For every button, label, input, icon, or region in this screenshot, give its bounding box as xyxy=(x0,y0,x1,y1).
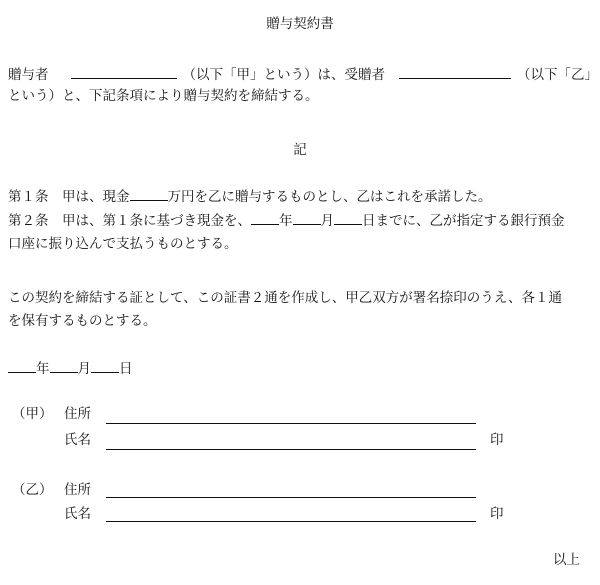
payment-month-blank[interactable] xyxy=(293,210,321,225)
article-1-prefix: 第１条 甲は、現金 xyxy=(8,189,130,205)
article-2-line-2: 口座に振り込んで支払うものとする。 xyxy=(8,236,238,252)
contract-date xyxy=(8,358,133,379)
intro-line-2: という）と、下記条項により贈与契約を締結する。 xyxy=(8,88,319,104)
date-year-blank[interactable] xyxy=(8,358,36,373)
party-b-address-line[interactable] xyxy=(106,497,476,498)
party-b-name-line[interactable] xyxy=(106,521,476,522)
payment-year-blank[interactable] xyxy=(251,210,279,225)
document-title: 贈与契約書 xyxy=(266,16,334,32)
date-month-label: 月 xyxy=(77,361,91,377)
end-mark: 以上 xyxy=(553,552,580,568)
party-b-label: （乙） xyxy=(12,482,53,498)
giver-name-blank[interactable] xyxy=(71,64,177,79)
payment-year-label: 年 xyxy=(279,213,293,229)
article-1-suffix: 万円を乙に贈与するものとし、乙はこれを承諾した。 xyxy=(167,189,492,205)
party-a-address-line[interactable] xyxy=(106,423,476,424)
intro-line-1 xyxy=(8,64,598,85)
date-month-blank[interactable] xyxy=(50,358,78,373)
party-b-address-label: 住所 xyxy=(64,482,91,498)
date-day-blank[interactable] xyxy=(91,358,119,373)
amount-blank[interactable] xyxy=(130,186,168,201)
party-a-name-label: 氏名 xyxy=(64,432,91,448)
closing-line-2: を保有するものとする。 xyxy=(8,313,157,329)
giver-label: 贈与者 xyxy=(8,67,49,83)
party-a-seal: 印 xyxy=(490,432,504,448)
article-2-day-suffix: 日までに、乙が指定する銀行預金 xyxy=(362,213,565,229)
ki-heading: 記 xyxy=(293,142,307,158)
date-year-label: 年 xyxy=(36,361,50,377)
party-a-name-line[interactable] xyxy=(106,449,476,450)
payment-day-blank[interactable] xyxy=(334,210,362,225)
giver-suffix: （以下「甲」という）は、受贈者 xyxy=(182,67,385,83)
article-2-prefix: 第２条 甲は、第１条に基づき現金を、 xyxy=(8,213,251,229)
payment-month-label: 月 xyxy=(320,213,334,229)
article-2-line-1 xyxy=(8,210,565,231)
article-1 xyxy=(8,186,492,207)
receiver-suffix: （以下「乙」 xyxy=(517,67,598,83)
party-b-seal: 印 xyxy=(490,506,504,522)
party-a-address-label: 住所 xyxy=(64,406,91,422)
party-a-label: （甲） xyxy=(12,406,53,422)
party-b-name-label: 氏名 xyxy=(64,506,91,522)
receiver-name-blank[interactable] xyxy=(399,64,511,79)
closing-line-1: この契約を締結する証として、この証書２通を作成し、甲乙双方が署名捺印のうえ、各１通 xyxy=(8,290,563,306)
date-day-label: 日 xyxy=(119,361,133,377)
